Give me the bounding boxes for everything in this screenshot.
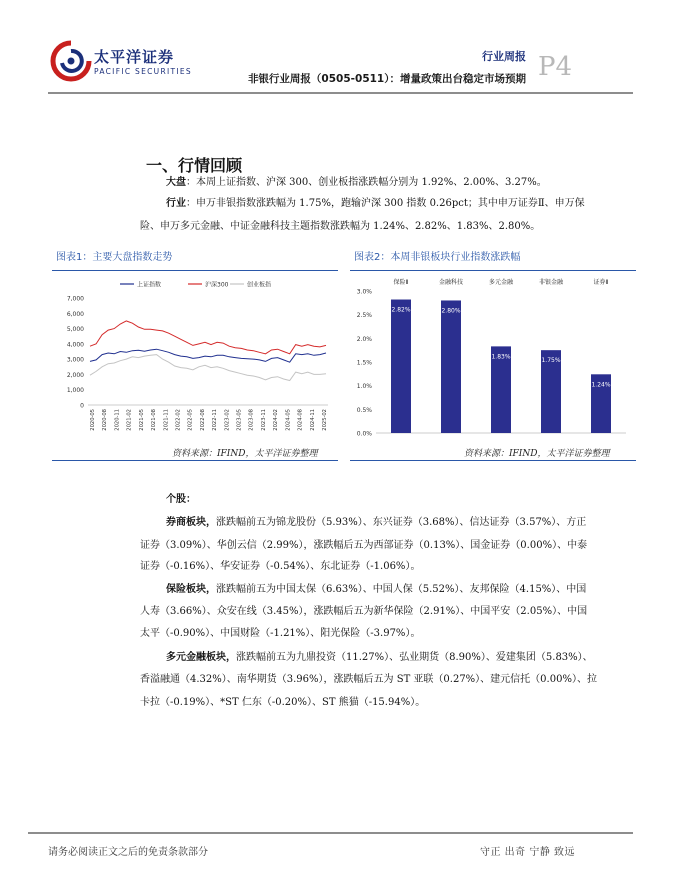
x-tick-label: 2023-05 xyxy=(236,409,243,431)
stocks-heading-text: 个股： xyxy=(166,494,196,505)
insurance-label: 保险板块， xyxy=(166,584,216,595)
category-label: 多元金融 xyxy=(488,279,514,286)
legend-label: 沪深300 xyxy=(205,281,229,289)
x-tick-label: 2024-05 xyxy=(285,409,292,431)
figure2-title-rule xyxy=(350,270,636,271)
category-label: 金融科技 xyxy=(438,279,464,286)
bar-value-label: 2.80% xyxy=(441,307,461,315)
x-tick-label: 2021-11 xyxy=(163,409,170,431)
y-tick-label: 1.0% xyxy=(356,383,372,391)
y-tick-label: 2.5% xyxy=(356,312,372,320)
category-label: 非银金融 xyxy=(538,279,564,286)
market-text: ：本周上证指数、沪深 300、创业板指涨跌幅分别为 1.92%、2.00%、3.27%。 xyxy=(186,177,547,188)
x-tick-label: 2021-05 xyxy=(138,409,145,431)
bar xyxy=(391,300,411,433)
diversified-label: 多元金融板块， xyxy=(166,652,236,663)
figure2-source: 资料来源：IFIND，太平洋证券整理 xyxy=(464,449,610,459)
insurance-paragraph xyxy=(166,579,638,600)
company-logo xyxy=(50,40,190,84)
pacific-logo-icon xyxy=(50,40,92,82)
stocks-heading xyxy=(166,489,638,510)
x-tick-label: 2020-11 xyxy=(114,409,121,431)
report-type: 行业周报 xyxy=(482,50,526,63)
diversified-text-line2: 香溢融通（4.32%）、南华期货（3.96%），涨跌幅后五为 ST 亚联（0.27%）、建元信托（0.00%）、拉 xyxy=(140,674,597,685)
diversified-text-line3: 卡拉（-0.19%）、*ST 仁东（-0.20%）、ST 熊猫（-15.94%）。 xyxy=(140,697,426,708)
x-tick-label: 2024-02 xyxy=(273,409,280,431)
y-tick-label: 3,000 xyxy=(66,356,84,364)
bar-value-label: 1.24% xyxy=(591,381,611,389)
insurance-text-line3: 太平（-0.90%）、中国财险（-1.21%）、阳光保险（-3.97%）。 xyxy=(140,628,421,639)
series-line xyxy=(90,355,326,381)
y-tick-label: 3.0% xyxy=(356,288,372,296)
x-tick-label: 2021-08 xyxy=(151,409,158,431)
y-tick-label: 1,000 xyxy=(66,387,84,395)
x-tick-label: 2022-02 xyxy=(175,409,182,431)
diversified-text-line1: 涨跌幅前五为九鼎投资（11.27%）、弘业期货（8.90%）、爱建集团（5.83%）、 xyxy=(236,652,593,663)
footer-motto: 守正 出奇 宁静 致远 xyxy=(480,847,576,858)
insurance-text-line1: 涨跌幅前五为中国太保（6.63%）、中国人保（5.52%）、友邦保险（4.15%）、中国 xyxy=(216,584,587,595)
figure1-line-chart xyxy=(50,272,340,447)
bar-value-label: 1.75% xyxy=(541,357,561,365)
broker-text-line1: 涨跌幅前五为锦龙股份（5.93%）、东兴证券（3.68%）、信达证券（3.57%）、方正 xyxy=(216,517,587,528)
figure1-title: 图表1：主要大盘指数走势 xyxy=(56,252,173,263)
y-tick-label: 2.0% xyxy=(356,335,372,343)
legend-label: 上证指数 xyxy=(137,281,162,289)
category-label: 证券Ⅱ xyxy=(593,279,609,286)
bar-value-label: 1.83% xyxy=(491,353,511,361)
x-tick-label: 2021-02 xyxy=(126,409,133,431)
footer-divider xyxy=(28,832,633,834)
broker-paragraph xyxy=(166,512,638,533)
diversified-paragraph xyxy=(166,647,638,668)
broker-text-line2: 证券（3.09%）、华创云信（2.99%），涨跌幅后五为西部证券（0.13%）、国金证券（0.00%）、中泰 xyxy=(140,540,588,551)
series-line xyxy=(90,321,326,354)
figure2-bar-chart xyxy=(348,272,638,447)
industry-paragraph xyxy=(166,193,638,214)
legend-label: 创业板指 xyxy=(247,281,272,289)
x-tick-label: 2025-02 xyxy=(322,409,328,431)
industry-label: 行业 xyxy=(166,198,186,209)
industry-text-line1: ：申万非银指数涨跌幅为 1.75%，跑输沪深 300 指数 0.26pct；其中申万证券Ⅱ、申万保 xyxy=(186,198,585,209)
report-title: 非银行业周报（0505-0511）：增量政策出台稳定市场预期 xyxy=(247,73,526,85)
industry-text-line2: 险、申万多元金融、中证金融科技主题指数涨跌幅为 1.24%、2.82%、1.83%、2.80%。 xyxy=(140,221,541,232)
insurance-text-line2: 人寿（3.66%）、众安在线（3.45%），涨跌幅后五为新华保险（2.91%）、中国平安（2.05%）、中国 xyxy=(140,606,588,617)
x-tick-label: 2024-11 xyxy=(309,409,316,431)
x-tick-label: 2024-08 xyxy=(297,409,304,431)
figure1-source: 资料来源：IFIND，太平洋证券整理 xyxy=(172,449,318,459)
bar xyxy=(441,300,461,433)
series-line xyxy=(90,349,326,362)
broker-label: 券商板块， xyxy=(166,517,216,528)
x-tick-label: 2020-08 xyxy=(102,409,109,431)
header-divider xyxy=(48,92,633,94)
y-tick-label: 4,000 xyxy=(66,341,84,349)
logo-chinese-name: 太平洋证券 xyxy=(94,48,175,66)
x-tick-label: 2023-02 xyxy=(224,409,231,431)
market-paragraph xyxy=(166,172,638,193)
figure2-title: 图表2：本周非银板块行业指数涨跌幅 xyxy=(354,252,521,263)
footer-disclaimer: 请务必阅读正文之后的免责条款部分 xyxy=(48,847,208,858)
x-tick-label: 2023-08 xyxy=(248,409,255,431)
x-tick-label: 2020-05 xyxy=(90,409,96,431)
category-label: 保险Ⅱ xyxy=(393,279,409,286)
figure1-bottom-rule xyxy=(52,460,338,461)
x-tick-label: 2023-11 xyxy=(260,409,267,431)
x-tick-label: 2022-05 xyxy=(187,409,194,431)
logo-english-name: PACIFIC SECURITIES xyxy=(94,67,192,76)
bar-value-label: 2.82% xyxy=(391,306,411,314)
y-tick-label: 0 xyxy=(80,402,84,410)
broker-text-line3: 证券（-0.16%）、华安证券（-0.54%）、东北证券（-1.06%）。 xyxy=(140,561,421,572)
x-tick-label: 2022-11 xyxy=(212,409,219,431)
y-tick-label: 0.0% xyxy=(356,430,372,438)
y-tick-label: 7,000 xyxy=(66,295,84,303)
market-label: 大盘 xyxy=(166,177,186,188)
figure2-bottom-rule xyxy=(350,460,636,461)
y-tick-label: 5,000 xyxy=(66,326,84,334)
figure1-title-rule xyxy=(52,270,338,271)
page-number: P4 xyxy=(538,52,573,82)
y-tick-label: 0.5% xyxy=(356,406,372,414)
y-tick-label: 6,000 xyxy=(66,310,84,318)
y-tick-label: 2,000 xyxy=(66,371,84,379)
x-tick-label: 2022-08 xyxy=(199,409,206,431)
section-title: 一、行情回顾 xyxy=(146,156,243,175)
y-tick-label: 1.5% xyxy=(356,359,372,367)
